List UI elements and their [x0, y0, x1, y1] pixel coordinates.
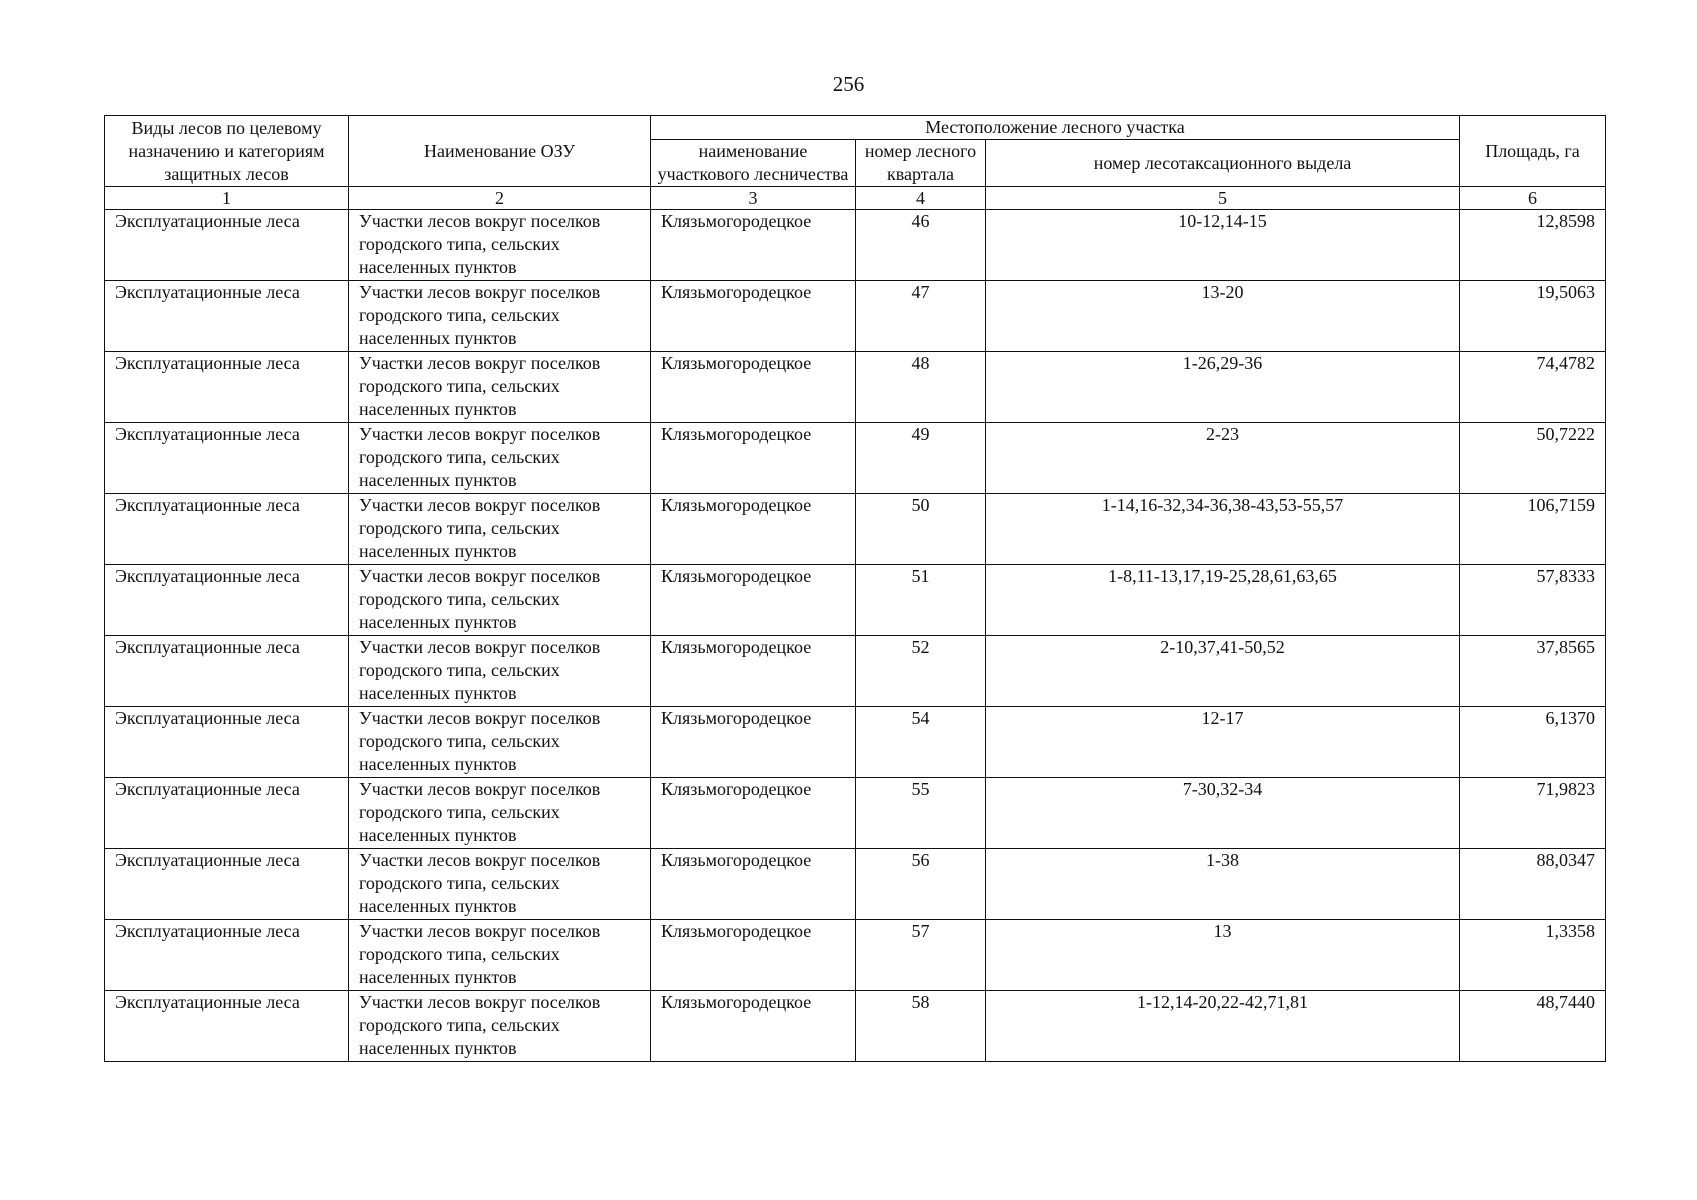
table-row	[105, 920, 1606, 991]
cell-forestry: Клязьмогородецкое	[651, 494, 856, 565]
cell-ozu-name: Участки лесов вокруг поселков городского типа, сельских населенных пунктов	[349, 352, 651, 423]
cell-ozu-name: Участки лесов вокруг поселков городского типа, сельских населенных пунктов	[349, 210, 651, 281]
header-area: Площадь, га	[1460, 116, 1606, 187]
cell-ozu-name: Участки лесов вокруг поселков городского типа, сельских населенных пунктов	[349, 991, 651, 1062]
cell-forest-type: Эксплуатационные леса	[105, 210, 349, 281]
cell-plots: 1-12,14-20,22-42,71,81	[986, 991, 1460, 1062]
table-header	[105, 116, 1606, 210]
cell-ozu-name: Участки лесов вокруг поселков городского типа, сельских населенных пунктов	[349, 849, 651, 920]
header-plot-number: номер лесотаксационного выдела	[986, 140, 1460, 187]
cell-area: 74,4782	[1460, 352, 1606, 423]
table-row	[105, 991, 1606, 1062]
cell-quarter: 47	[856, 281, 986, 352]
cell-quarter: 54	[856, 707, 986, 778]
cell-ozu-name: Участки лесов вокруг поселков городского типа, сельских населенных пунктов	[349, 920, 651, 991]
cell-ozu-name: Участки лесов вокруг поселков городского типа, сельских населенных пунктов	[349, 494, 651, 565]
cell-plots: 1-38	[986, 849, 1460, 920]
header-location-group: Местоположение лесного участка	[651, 116, 1460, 140]
cell-plots: 10-12,14-15	[986, 210, 1460, 281]
cell-area: 50,7222	[1460, 423, 1606, 494]
cell-area: 71,9823	[1460, 778, 1606, 849]
cell-forestry: Клязьмогородецкое	[651, 849, 856, 920]
cell-forestry: Клязьмогородецкое	[651, 281, 856, 352]
cell-quarter: 50	[856, 494, 986, 565]
header-forest-type: Виды лесов по целевому назначению и категориям защитных лесов	[105, 116, 349, 187]
cell-forestry: Клязьмогородецкое	[651, 707, 856, 778]
cell-quarter: 49	[856, 423, 986, 494]
cell-quarter: 48	[856, 352, 986, 423]
table-row	[105, 707, 1606, 778]
cell-forest-type: Эксплуатационные леса	[105, 707, 349, 778]
cell-plots: 13-20	[986, 281, 1460, 352]
column-number: 2	[349, 187, 651, 210]
cell-area: 12,8598	[1460, 210, 1606, 281]
cell-ozu-name: Участки лесов вокруг поселков городского типа, сельских населенных пунктов	[349, 565, 651, 636]
cell-forestry: Клязьмогородецкое	[651, 920, 856, 991]
cell-area: 19,5063	[1460, 281, 1606, 352]
forest-plots-table	[104, 115, 1606, 1062]
cell-forest-type: Эксплуатационные леса	[105, 849, 349, 920]
header-forestry-name: наименование участкового лесничества	[651, 140, 856, 187]
table-row	[105, 565, 1606, 636]
cell-plots: 1-8,11-13,17,19-25,28,61,63,65	[986, 565, 1460, 636]
table-row	[105, 281, 1606, 352]
cell-area: 1,3358	[1460, 920, 1606, 991]
page-number: 256	[832, 72, 865, 96]
cell-forestry: Клязьмогородецкое	[651, 352, 856, 423]
cell-plots: 7-30,32-34	[986, 778, 1460, 849]
cell-plots: 2-23	[986, 423, 1460, 494]
cell-forest-type: Эксплуатационные леса	[105, 636, 349, 707]
cell-plots: 1-14,16-32,34-36,38-43,53-55,57	[986, 494, 1460, 565]
cell-quarter: 58	[856, 991, 986, 1062]
cell-quarter: 55	[856, 778, 986, 849]
table-row	[105, 849, 1606, 920]
column-number: 4	[856, 187, 986, 210]
cell-forestry: Клязьмогородецкое	[651, 423, 856, 494]
cell-forest-type: Эксплуатационные леса	[105, 281, 349, 352]
cell-forest-type: Эксплуатационные леса	[105, 778, 349, 849]
cell-ozu-name: Участки лесов вокруг поселков городского типа, сельских населенных пунктов	[349, 281, 651, 352]
cell-area: 37,8565	[1460, 636, 1606, 707]
cell-area: 57,8333	[1460, 565, 1606, 636]
column-number: 3	[651, 187, 856, 210]
cell-ozu-name: Участки лесов вокруг поселков городского типа, сельских населенных пунктов	[349, 423, 651, 494]
cell-forest-type: Эксплуатационные леса	[105, 352, 349, 423]
column-number: 1	[105, 187, 349, 210]
table-row	[105, 494, 1606, 565]
column-number-row	[105, 187, 1606, 210]
header-quarter-number: номер лесного квартала	[856, 140, 986, 187]
cell-area: 6,1370	[1460, 707, 1606, 778]
cell-quarter: 51	[856, 565, 986, 636]
cell-plots: 12-17	[986, 707, 1460, 778]
cell-forest-type: Эксплуатационные леса	[105, 494, 349, 565]
cell-forest-type: Эксплуатационные леса	[105, 565, 349, 636]
cell-plots: 13	[986, 920, 1460, 991]
cell-forestry: Клязьмогородецкое	[651, 991, 856, 1062]
cell-forestry: Клязьмогородецкое	[651, 636, 856, 707]
cell-forestry: Клязьмогородецкое	[651, 778, 856, 849]
column-number: 6	[1460, 187, 1606, 210]
cell-area: 106,7159	[1460, 494, 1606, 565]
cell-area: 88,0347	[1460, 849, 1606, 920]
cell-plots: 2-10,37,41-50,52	[986, 636, 1460, 707]
cell-area: 48,7440	[1460, 991, 1606, 1062]
cell-quarter: 52	[856, 636, 986, 707]
cell-forest-type: Эксплуатационные леса	[105, 991, 349, 1062]
cell-ozu-name: Участки лесов вокруг поселков городского типа, сельских населенных пунктов	[349, 636, 651, 707]
header-ozu-name: Наименование ОЗУ	[349, 116, 651, 187]
cell-forest-type: Эксплуатационные леса	[105, 423, 349, 494]
cell-quarter: 46	[856, 210, 986, 281]
cell-forestry: Клязьмогородецкое	[651, 565, 856, 636]
cell-forest-type: Эксплуатационные леса	[105, 920, 349, 991]
column-number: 5	[986, 187, 1460, 210]
cell-quarter: 56	[856, 849, 986, 920]
table-row	[105, 636, 1606, 707]
cell-ozu-name: Участки лесов вокруг поселков городского типа, сельских населенных пунктов	[349, 778, 651, 849]
table-row	[105, 423, 1606, 494]
cell-ozu-name: Участки лесов вокруг поселков городского типа, сельских населенных пунктов	[349, 707, 651, 778]
cell-plots: 1-26,29-36	[986, 352, 1460, 423]
cell-quarter: 57	[856, 920, 986, 991]
table-row	[105, 778, 1606, 849]
cell-forestry: Клязьмогородецкое	[651, 210, 856, 281]
table-row	[105, 210, 1606, 281]
table-body	[105, 210, 1606, 1062]
table-row	[105, 352, 1606, 423]
